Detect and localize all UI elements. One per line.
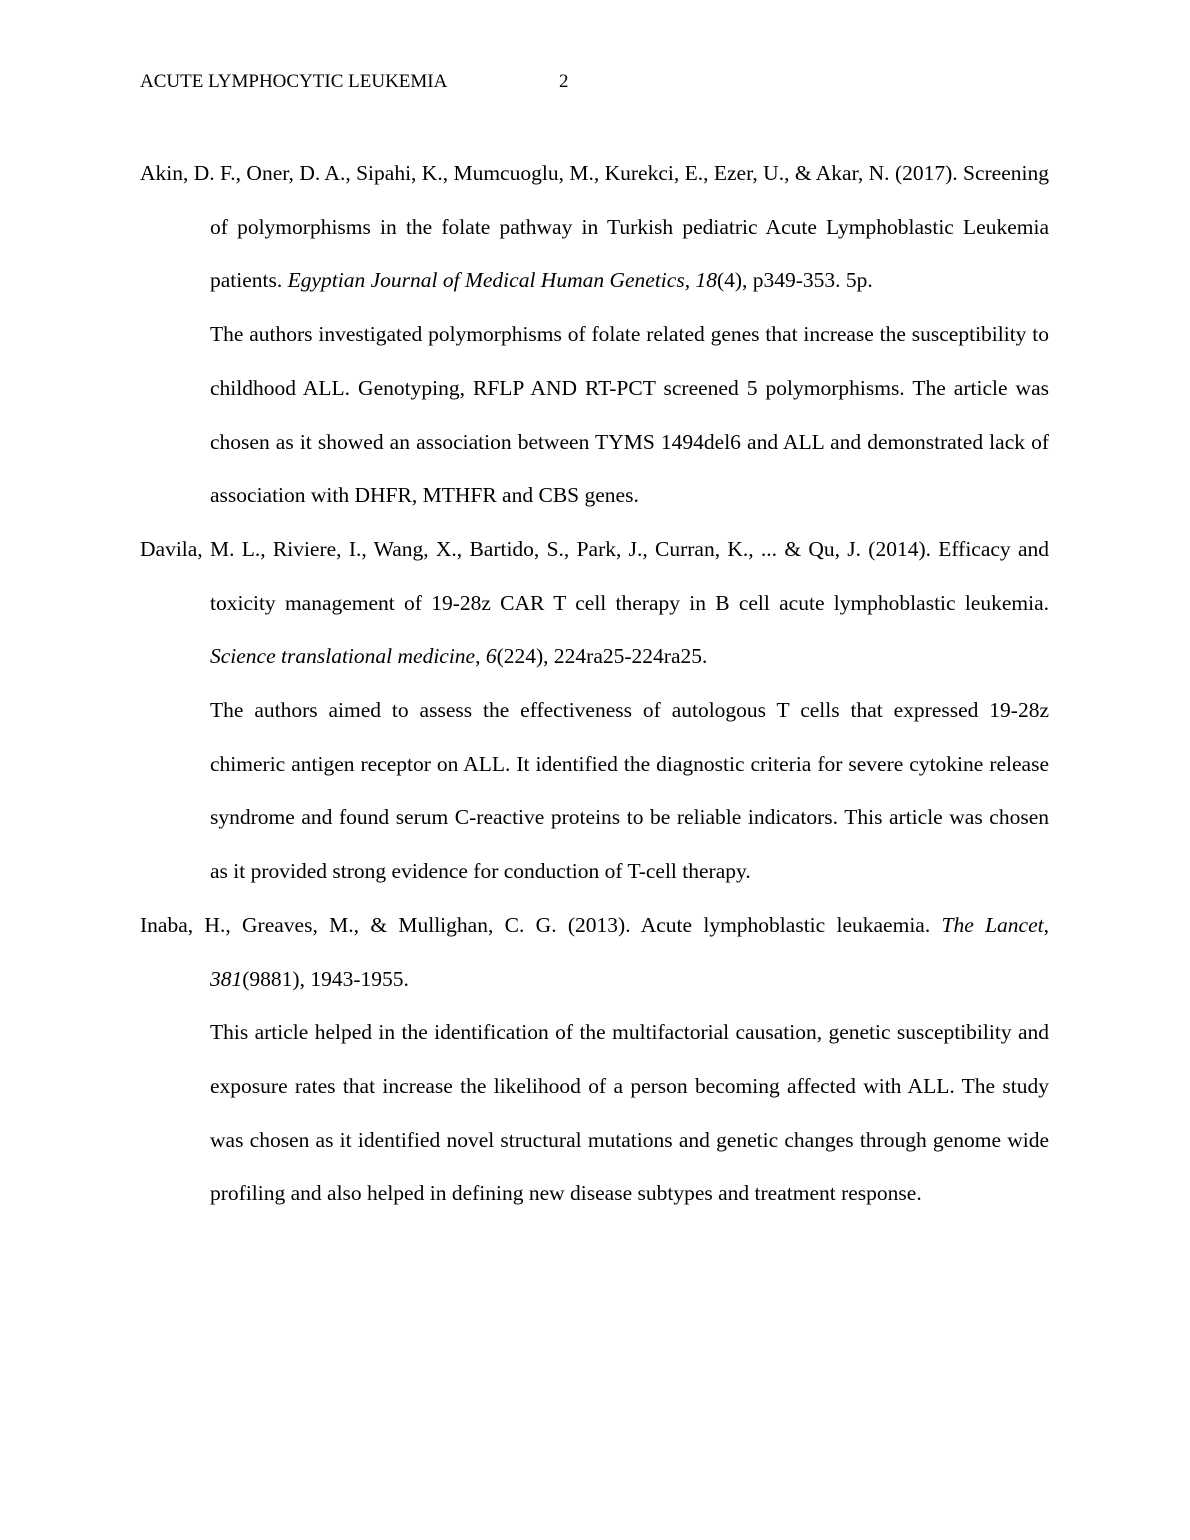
- reference-annotation: The authors investigated polymorphisms of folate related genes that increase the susceptibility to childhood ALL. Genotyping, RFLP AND RT-PCT screened 5 polymorphisms. The article was chosen as it showed an association between TYMS 1494del6 and ALL and demonstrated lack of association with DHFR, MTHFR and CBS genes.: [210, 322, 1049, 508]
- journal-title: The Lancet: [941, 912, 1044, 937]
- journal-volume: 18: [695, 268, 717, 293]
- running-head-title: ACUTE LYMPHOCYTIC LEUKEMIA: [140, 71, 448, 92]
- reference-citation: Davila, M. L., Riviere, I., Wang, X., Bartido, S., Park, J., Curran, K., ... & Qu, J. (2014). Efficacy and toxicity management of 19-28z CAR T cell therapy in B cell acute lymphoblastic leukemia. Science translational medicine, 6(224), 224ra25-224ra25.: [140, 536, 1049, 669]
- reference-entry: [140, 899, 1049, 1221]
- reference-list: [140, 147, 1049, 1221]
- reference-entry: [140, 523, 1049, 899]
- journal-volume: 381: [210, 966, 243, 991]
- reference-annotation: This article helped in the identification of the multifactorial causation, genetic susceptibility and exposure rates that increase the likelihood of a person becoming affected with ALL. The study was chosen as it identified novel structural mutations and genetic changes through genome wide profiling and also helped in defining new disease subtypes and treatment response.: [210, 1020, 1049, 1206]
- reference-citation: Inaba, H., Greaves, M., & Mullighan, C. G. (2013). Acute lymphoblastic leukaemia. The Lancet, 381(9881), 1943-1955.: [140, 912, 1049, 991]
- reference-annotation: The authors aimed to assess the effectiveness of autologous T cells that expressed 19-28z chimeric antigen receptor on ALL. It identified the diagnostic criteria for severe cytokine release syndrome and found serum C-reactive proteins to be reliable indicators. This article was chosen as it provided strong evidence for conduction of T-cell therapy.: [210, 698, 1049, 884]
- reference-entry: [140, 147, 1049, 523]
- page-number: 2: [559, 71, 569, 92]
- journal-title: Science translational medicine: [210, 644, 476, 669]
- journal-volume: 6: [485, 644, 497, 669]
- journal-title: Egyptian Journal of Medical Human Genetics: [287, 268, 685, 293]
- reference-citation: Akin, D. F., Oner, D. A., Sipahi, K., Mumcuoglu, M., Kurekci, E., Ezer, U., & Akar, N. (2017). Screening of polymorphisms in the folate pathway in Turkish pediatric Acute Lymphoblastic Leukemia patients. Egyptian Journal of Medical Human Genetics, 18(4), p349-353. 5p.: [140, 161, 1049, 293]
